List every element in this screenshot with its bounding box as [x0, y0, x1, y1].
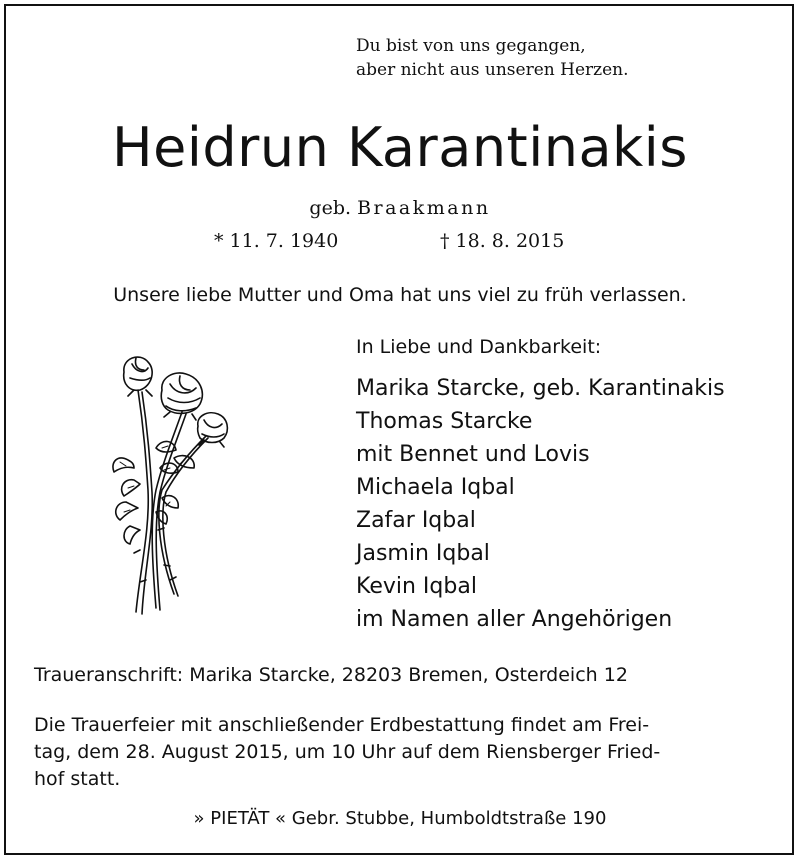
mourner-item: Michaela Iqbal	[356, 475, 515, 500]
death-date: † 18. 8. 2015	[440, 230, 565, 252]
mourner-item: Marika Starcke, geb. Karantinakis	[356, 376, 725, 401]
mourning-address: Traueranschrift: Marika Starcke, 28203 Bremen, Osterdeich 12	[34, 664, 628, 686]
birth-name-value: Braakmann	[357, 197, 491, 219]
deceased-name: Heidrun Karantinakis	[112, 116, 688, 179]
undertaker-line: » PIETÄT « Gebr. Stubbe, Humboldtstraße 190	[193, 808, 607, 829]
funeral-info	[34, 712, 764, 793]
thanks-line: In Liebe und Dankbarkeit:	[356, 336, 602, 358]
birth-date: * 11. 7. 1940	[214, 230, 339, 252]
roses-illustration-icon	[100, 350, 240, 625]
funeral-line-1: Die Trauerfeier mit anschließender Erdbestattung findet am Frei-	[34, 714, 650, 736]
funeral-line-3: hof statt.	[34, 768, 121, 790]
motto	[356, 34, 629, 82]
birth-name-prefix: geb.	[309, 197, 352, 219]
mourner-item: Zafar Iqbal	[356, 508, 476, 533]
intro-text: Unsere liebe Mutter und Oma hat uns viel zu früh verlassen.	[113, 284, 687, 306]
mourners-list	[356, 372, 725, 636]
birth-name	[0, 197, 800, 219]
funeral-line-2: tag, dem 28. August 2015, um 10 Uhr auf dem Riensberger Fried-	[34, 741, 661, 763]
mourner-item: im Namen aller Angehörigen	[356, 607, 673, 632]
mourner-item: mit Bennet und Lovis	[356, 442, 590, 467]
motto-line-1: Du bist von uns gegangen,	[356, 36, 586, 56]
mourner-item: Kevin Iqbal	[356, 574, 477, 599]
mourner-item: Jasmin Iqbal	[356, 541, 490, 566]
motto-line-2: aber nicht aus unseren Herzen.	[356, 60, 629, 80]
mourner-item: Thomas Starcke	[356, 409, 533, 434]
